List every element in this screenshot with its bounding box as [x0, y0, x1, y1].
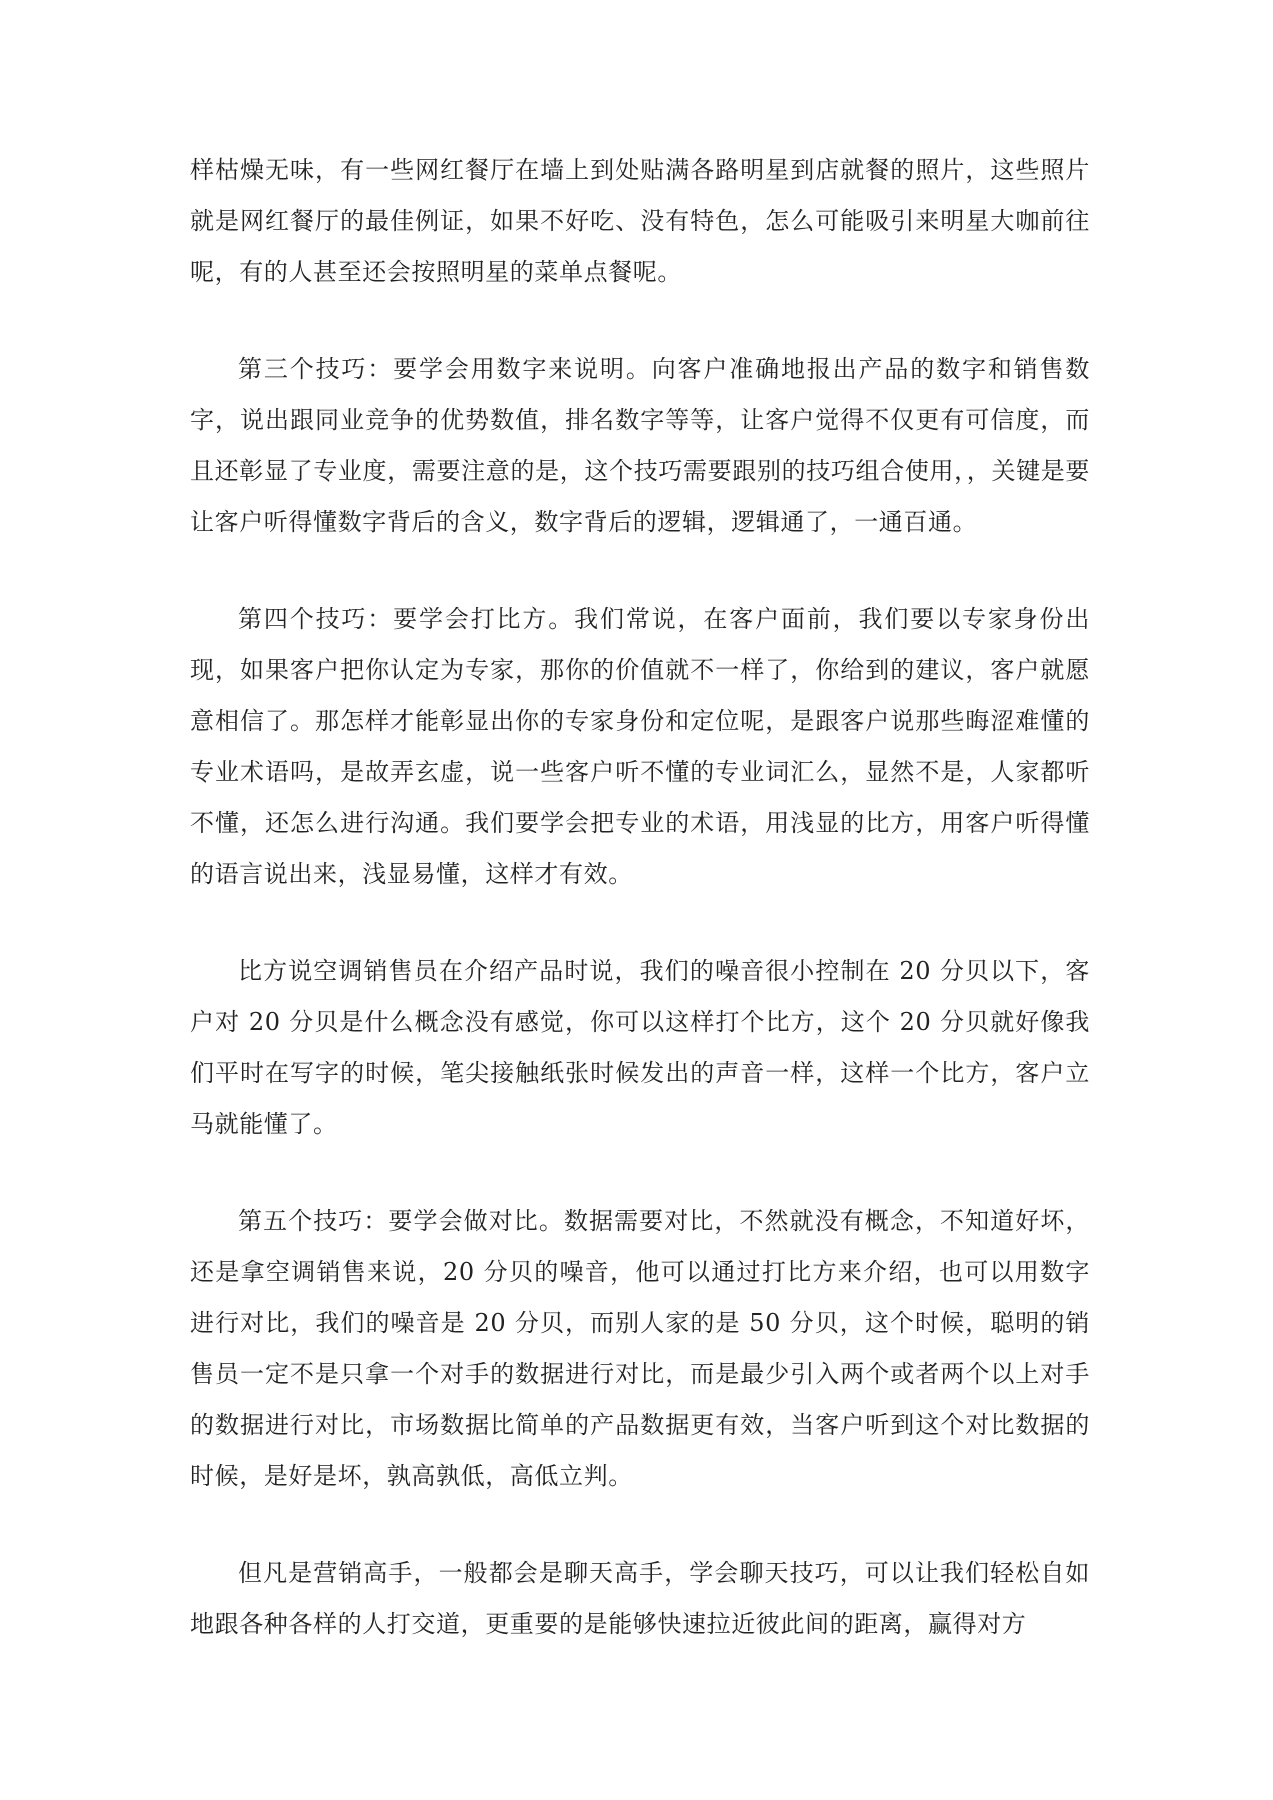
paragraph-continuation: 样枯燥无味，有一些网红餐厅在墙上到处贴满各路明星到店就餐的照片，这些照片就是网红餐厅的最佳例证，如果不好吃、没有特色，怎么可能吸引来明星大咖前往呢，有的人甚至还会按照明星的菜单点餐呢。 — [190, 156, 1090, 286]
paragraph-tip-three: 第三个技巧：要学会用数字来说明。向客户准确地报出产品的数字和销售数字，说出跟同业竞争的优势数值，排名数字等等，让客户觉得不仅更有可信度，而且还彰显了专业度，需要注意的是，这个技巧需要跟别的技巧组合使用，，关键是要让客户听得懂数字背后的含义，数字背后的逻辑，逻辑通了，一通百通。 — [190, 355, 1090, 536]
paragraph-tip-five: 第五个技巧：要学会做对比。数据需要对比，不然就没有概念，不知道好坏，还是拿空调销售来说，20 分贝的噪音，他可以通过打比方来介绍，也可以用数字进行对比，我们的噪音是 20 分贝，而别人家的是 50 分贝，这个时候，聪明的销售员一定不是只拿一个对手的数据进行对比，而是最少引入两个或者两个以上对手的数据进行对比，市场数据比简单的产品数据更有效，当客户听到这个对比数据的时候，是好是坏，孰高孰低，高低立判。 — [190, 1207, 1090, 1490]
paragraph-conclusion: 但凡是营销高手，一般都会是聊天高手，学会聊天技巧，可以让我们轻松自如地跟各种各样的人打交道，更重要的是能够快速拉近彼此间的距离，赢得对方 — [190, 1559, 1090, 1638]
document-body — [190, 145, 1090, 1696]
paragraph-tip-four: 第四个技巧：要学会打比方。我们常说，在客户面前，我们要以专家身份出现，如果客户把你认定为专家，那你的价值就不一样了，你给到的建议，客户就愿意相信了。那怎样才能彰显出你的专家身份和定位呢，是跟客户说那些晦涩难懂的专业术语吗，是故弄玄虚，说一些客户听不懂的专业词汇么，显然不是，人家都听不懂，还怎么进行沟通。我们要学会把专业的术语，用浅显的比方，用客户听得懂的语言说出来，浅显易懂，这样才有效。 — [190, 605, 1090, 888]
paragraph-analogy-example: 比方说空调销售员在介绍产品时说，我们的噪音很小控制在 20 分贝以下，客户对 20 分贝是什么概念没有感觉，你可以这样打个比方，这个 20 分贝就好像我们平时在写字的时候，笔尖接触纸张时候发出的声音一样，这样一个比方，客户立马就能懂了。 — [190, 957, 1090, 1138]
